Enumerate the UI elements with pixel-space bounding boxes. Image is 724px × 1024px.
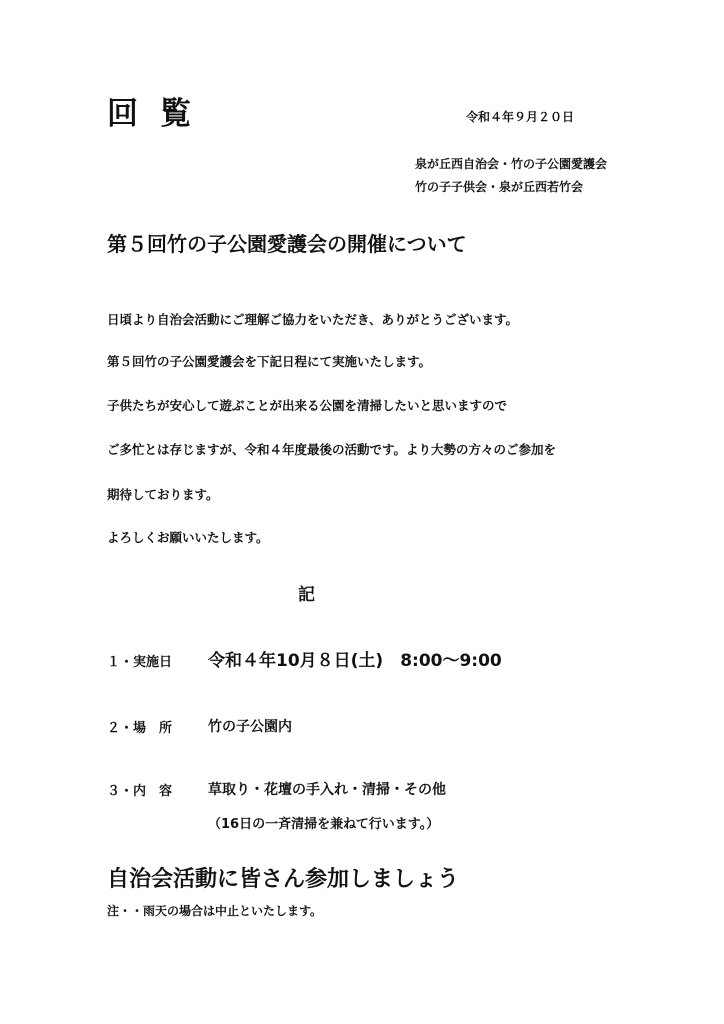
footnote: 注・・雨天の場合は中止といたします。 [107, 904, 323, 918]
item-label-date: １・実施日 [107, 655, 173, 670]
issuer-line-1: 泉が丘西自治会・竹の子公園愛護会 [415, 157, 608, 171]
item-note-content: （16日の一斉清掃を兼ねて行います。） [208, 817, 440, 832]
body-line: ご多忙とは存じますが、令和４年度最後の活動です。より大勢の方々のご参加を [107, 442, 557, 457]
body-line: 第５回竹の子公園愛護会を下記日程にて実施いたします。 [107, 354, 432, 369]
body-line: 日頃より自治会活動にご理解ご協力をいただき、ありがとうございます。 [107, 312, 519, 327]
ki-heading: 記 [298, 585, 315, 605]
document-title: 回覧 [107, 96, 213, 132]
item-value-date: 令和４年10月８日(土) 8:00～9:00 [208, 651, 502, 671]
body-line: よろしくお願いいたします。 [107, 530, 269, 545]
issuer-line-2: 竹の子子供会・泉が丘西若竹会 [415, 180, 584, 194]
issue-date: 令和４年９月２０日 [466, 110, 575, 124]
subject-heading: 第５回竹の子公園愛護会の開催について [107, 232, 467, 256]
body-line: 期待しております。 [107, 487, 219, 502]
item-value-content: 草取り・花壇の手入れ・清掃・その他 [208, 782, 446, 798]
body-line: 子供たちが安心して遊ぶことが出来る公園を清掃したいと思いますので [107, 398, 508, 413]
item-value-place: 竹の子公園内 [208, 719, 292, 735]
item-label-content: ３・内 容 [107, 784, 173, 799]
slogan: 自治会活動に皆さん参加しましょう [107, 867, 460, 892]
item-label-place: ２・場 所 [107, 721, 173, 736]
